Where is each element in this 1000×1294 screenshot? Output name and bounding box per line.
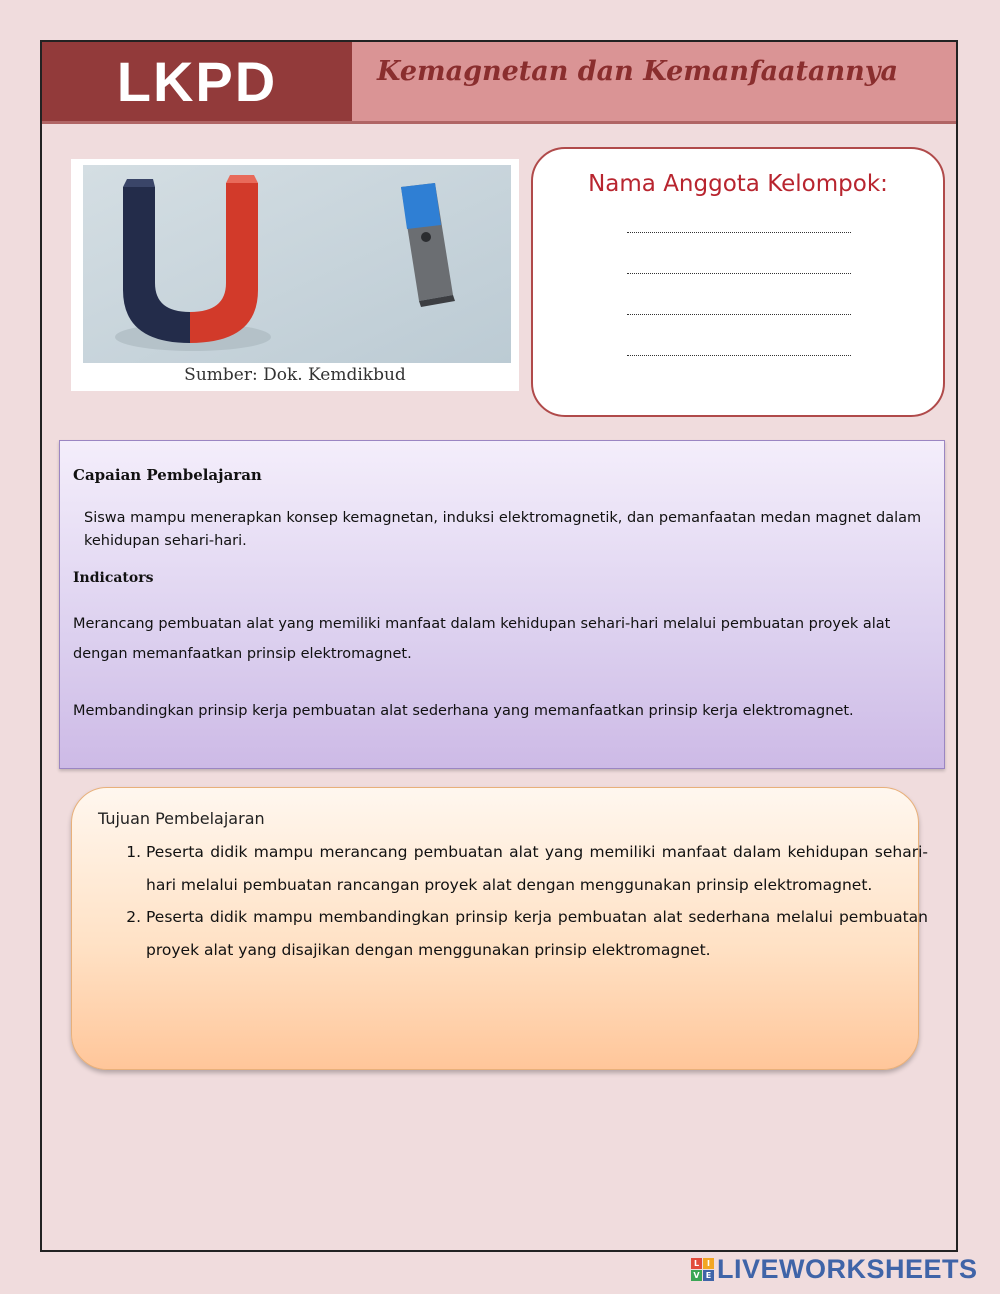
capaian-text: Siswa mampu menerapkan konsep kemagnetan, induksi elektromagnetik, dan pemanfaatan medan magnet dalam kehidupan sehari-hari. [84,510,922,549]
member-name-line-4[interactable] [627,354,851,356]
liveworksheets-logo[interactable] [691,1255,978,1283]
capaian-heading: Capaian Pembelajaran [73,466,262,484]
tujuan-item-1: 1. Peserta didik mampu merancang pembuatan alat yang memiliki manfaat dalam kehidupan sehari-hari melalui pembuatan rancangan proyek alat dengan menggunakan prinsip elektromagnet. [146,836,928,901]
title-banner [352,42,956,121]
group-members-box [531,147,945,417]
capaian-pembelajaran-box [59,440,945,769]
lkpd-badge-text: LKPD [116,50,278,113]
magnet-illustration [83,165,511,363]
logo-text: LIVEWORKSHEETS [717,1253,978,1284]
indicator-2: Membandingkan prinsip kerja pembuatan alat sederhana yang memanfaatkan prinsip kerja elektromagnet. [73,703,854,719]
member-name-line-2[interactable] [627,272,851,274]
lkpd-badge [42,42,352,121]
member-name-line-3[interactable] [627,313,851,315]
magnet-photo [71,159,519,391]
tujuan-item-2: 2. Peserta didik mampu membandingkan prinsip kerja pembuatan alat sederhana melalui pembuatan proyek alat yang disajikan dengan menggunakan prinsip elektromagnet. [146,901,928,966]
tujuan-pembelajaran-box [71,787,928,1070]
indicators-heading: Indicators [73,570,154,586]
tujuan-heading: Tujuan Pembelajaran [98,809,265,828]
member-name-line-1[interactable] [627,231,851,233]
group-members-title: Nama Anggota Kelompok: [588,171,888,197]
photo-caption: Sumber: Dok. Kemdikbud [184,365,406,385]
magnet-photo-image [83,165,511,363]
header-divider [42,121,956,124]
indicator-1: Merancang pembuatan alat yang memiliki manfaat dalam kehidupan sehari-hari melalui pembuatan proyek alat dengan memanfaatkan prinsip elektromagnet. [73,616,891,662]
logo-icon: L I V E [691,1258,714,1281]
page-title: Kemagnetan dan Kemanfaatannya [377,56,898,87]
tujuan-list [112,836,928,966]
